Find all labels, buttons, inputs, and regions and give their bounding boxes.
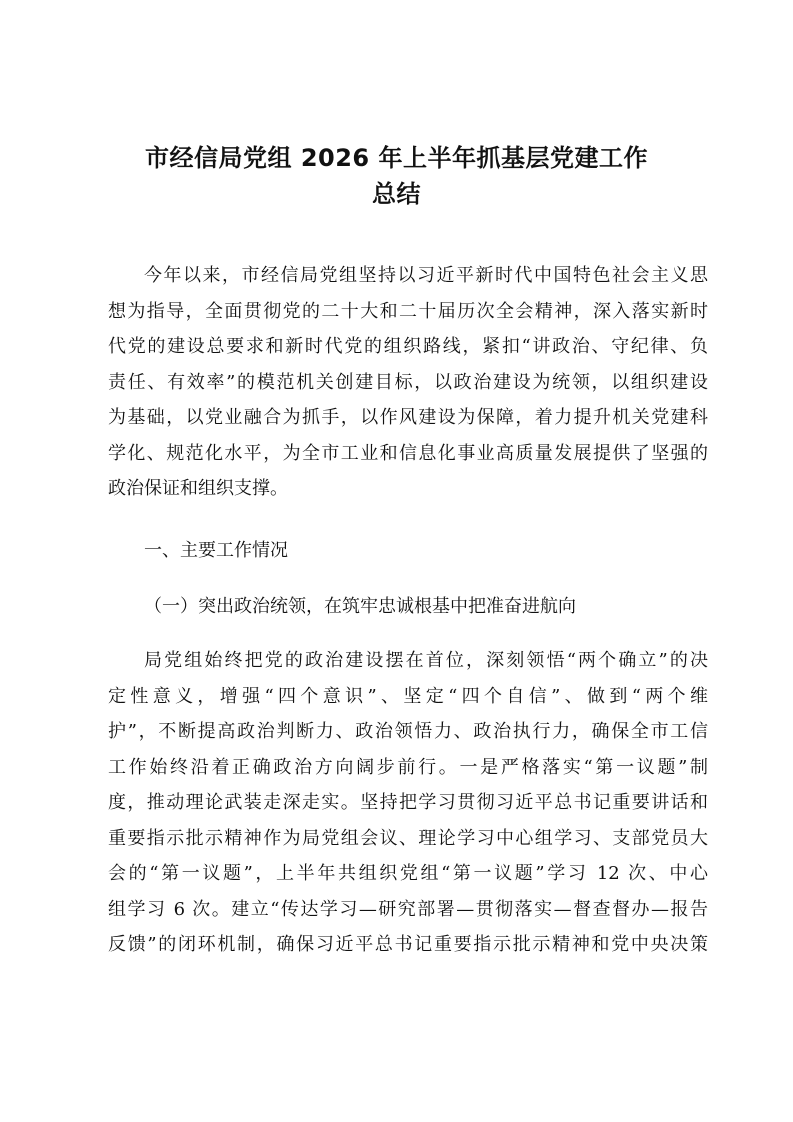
intro-paragraph bbox=[108, 258, 708, 507]
heading-text: 一、主要工作情况 bbox=[144, 540, 288, 561]
paragraph-line: 想为指导，全面贯彻党的二十大和二十届历次全会精神，深入落实新时 bbox=[108, 300, 708, 322]
paragraph-line: 工作始终沿着正确政治方向阔步前行。一是严格落实“第一议题”制 bbox=[108, 756, 708, 778]
paragraph-line: 重要指示批示精神作为局党组会议、理论学习中心组学习、支部党员大 bbox=[108, 827, 708, 849]
paragraph-line: 定性意义，增强“四个意识”、坚定“四个自信”、做到“两个维 bbox=[108, 685, 708, 707]
paragraph-line: 责任、有效率”的模范机关创建目标，以政治建设为统领，以组织建设 bbox=[108, 371, 708, 393]
paragraph-line: 反馈”的闭环机制，确保习近平总书记重要指示批示精神和党中央决策 bbox=[108, 934, 708, 955]
paragraph-line: 局党组始终把党的政治建设摆在首位，深刻领悟“两个确立”的决 bbox=[144, 650, 708, 671]
paragraph-line: 会的“第一议题”，上半年共组织党组“第一议题”学习 12 次、中心 bbox=[108, 863, 708, 884]
title-line: 总结 bbox=[372, 180, 421, 208]
body-paragraph bbox=[108, 643, 708, 963]
subsection-heading bbox=[108, 589, 708, 625]
paragraph-line: 政治保证和组织支撑。 bbox=[108, 478, 288, 499]
paragraph-line: 学化、规范化水平，为全市工业和信息化事业高质量发展提供了坚强的 bbox=[108, 442, 708, 464]
paragraph-line: 组学习 6 次。建立“传达学习—研究部署—贯彻落实—督查督办—报告 bbox=[108, 898, 708, 920]
paragraph-line: 度，推动理论武装走深走实。坚持把学习贯彻习近平总书记重要讲话和 bbox=[108, 792, 708, 813]
paragraph-line: 今年以来，市经信局党组坚持以习近平新时代中国特色社会主义思 bbox=[144, 265, 708, 286]
paragraph-line: 代党的建设总要求和新时代党的组织路线，紧扣“讲政治、守纪律、负 bbox=[108, 336, 708, 357]
paragraph-line: 为基础，以党业融合为抓手，以作风建设为保障，着力提升机关党建科 bbox=[108, 407, 708, 428]
heading-text: （一）突出政治统领，在筑牢忠诚根基中把准奋进航向 bbox=[144, 596, 576, 617]
section-heading bbox=[108, 533, 708, 569]
paragraph-line: 护”，不断提高政治判断力、政治领悟力、政治执行力，确保全市工信 bbox=[108, 721, 708, 742]
document-title bbox=[100, 140, 693, 212]
title-line: 市经信局党组 2026 年上半年抓基层党建工作 bbox=[144, 144, 648, 172]
